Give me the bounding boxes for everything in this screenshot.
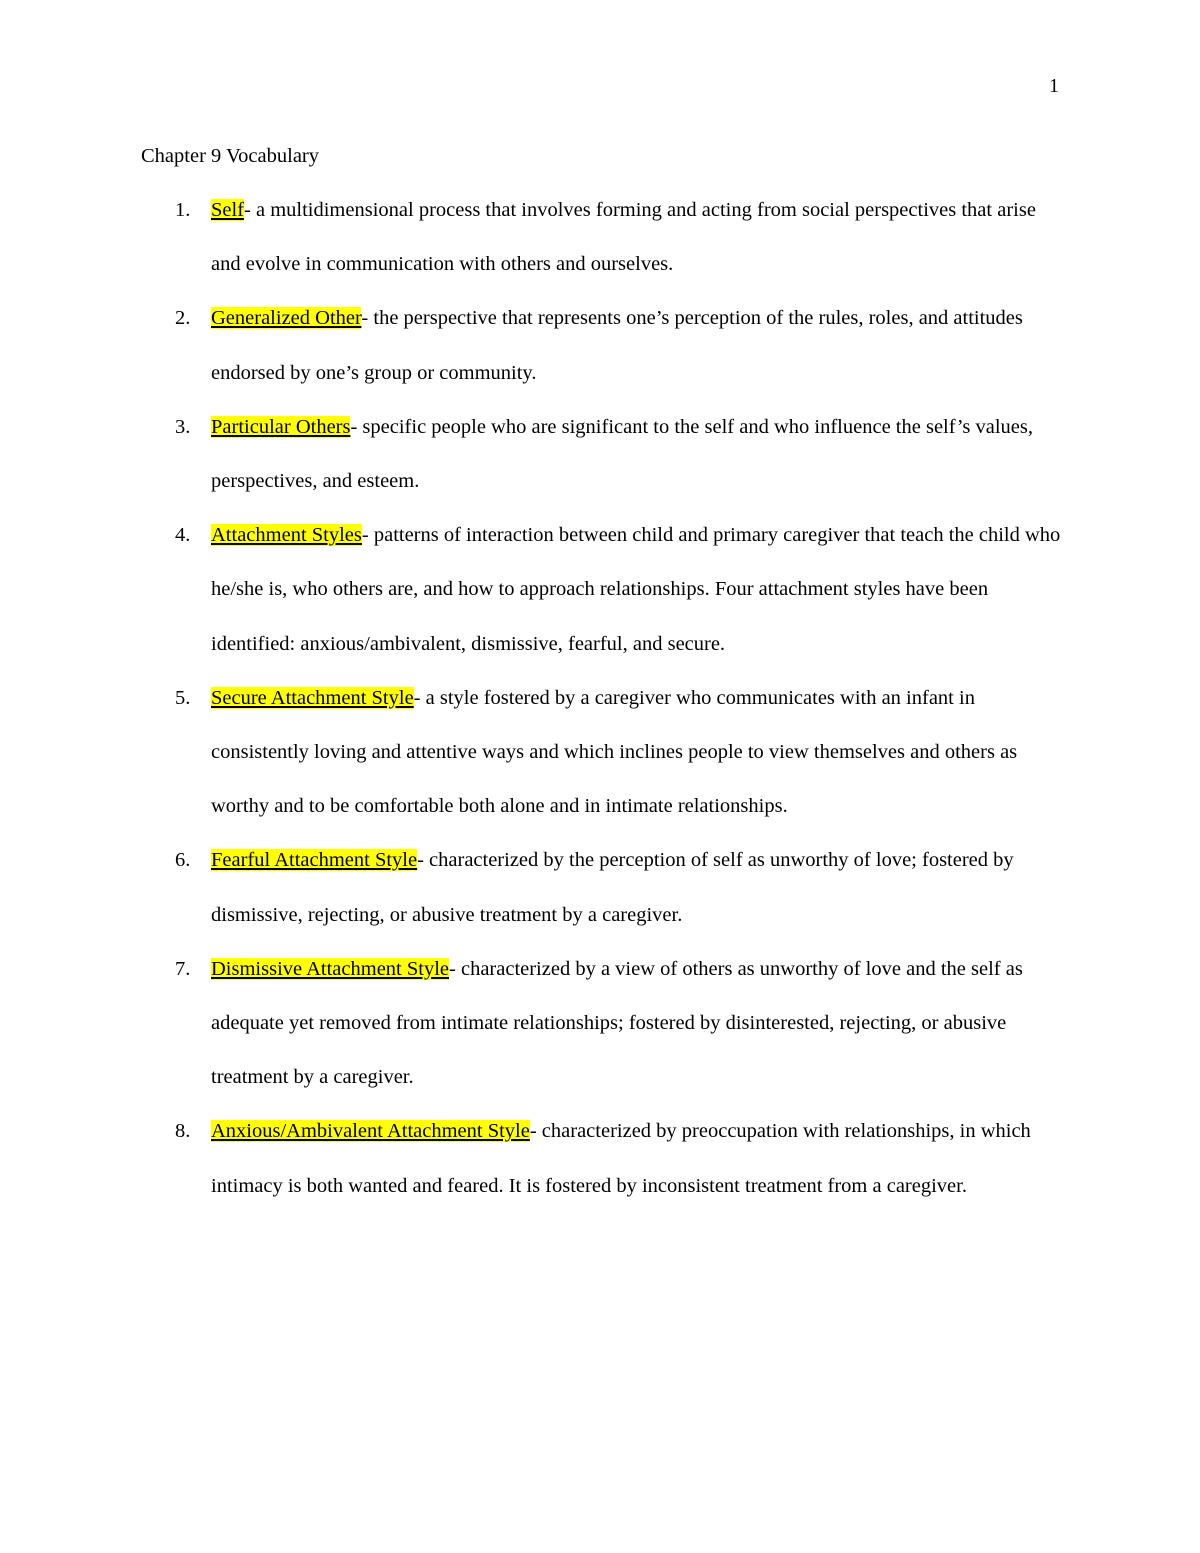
- vocabulary-term: Self: [211, 199, 245, 221]
- vocabulary-definition: - specific people who are significant to the self and who influence the self’s values, perspectives, and esteem.: [211, 415, 1033, 493]
- vocabulary-definition: - characterized by a view of others as unworthy of love and the self as adequate yet removed from intimate relationships; fostered by disinterested, rejecting, or abusive treatment by a caregiver.: [211, 957, 1023, 1089]
- vocabulary-definition: - characterized by preoccupation with relationships, in which intimacy is both wanted and feared. It is fostered by inconsistent treatment from a caregiver.: [211, 1120, 1031, 1197]
- vocabulary-term: Secure Attachment Style: [211, 686, 414, 709]
- item-number: 2.: [175, 307, 191, 330]
- vocabulary-term: Particular Others: [211, 415, 351, 438]
- vocabulary-term: Dismissive Attachment Style: [211, 957, 450, 980]
- item-number: 8.: [175, 1120, 191, 1143]
- vocabulary-item: [141, 942, 1061, 1105]
- vocabulary-item: [141, 400, 1061, 508]
- vocabulary-definition: - patterns of interaction between child and primary caregiver that teach the child who he/she is, who others are, and how to approach relationships. Four attachment styles have been identified: anxious/ambivalent, dismissive, fearful, and secure.: [211, 524, 1061, 655]
- vocabulary-definition: - a multidimensional process that involves forming and acting from social perspectives that arise and evolve in communication with others and ourselves.: [211, 199, 1036, 276]
- vocabulary-definition: - a style fostered by a caregiver who communicates with an infant in consistently loving and attentive ways and which inclines people to view themselves and others as worthy and to be comfortable both alone and in intimate relationships.: [211, 686, 1018, 818]
- vocabulary-term: Attachment Styles: [211, 524, 362, 547]
- vocabulary-item: [141, 508, 1061, 671]
- page-number: 1: [1049, 75, 1059, 97]
- vocabulary-term: Anxious/Ambivalent Attachment Style: [211, 1120, 530, 1143]
- vocabulary-term: Generalized Other: [211, 307, 362, 330]
- vocabulary-item: [141, 291, 1061, 399]
- vocabulary-list: [141, 183, 1061, 1213]
- vocabulary-definition: - characterized by the perception of self as unworthy of love; fostered by dismissive, rejecting, or abusive treatment by a caregiver.: [211, 849, 1014, 926]
- item-number: 3.: [175, 415, 191, 438]
- vocabulary-item: [141, 833, 1061, 941]
- item-number: 7.: [175, 957, 191, 980]
- vocabulary-item: [141, 1104, 1061, 1212]
- vocabulary-item: [141, 671, 1061, 834]
- document-title: Chapter 9 Vocabulary: [141, 145, 320, 167]
- item-number: 6.: [175, 849, 191, 872]
- vocabulary-term: Fearful Attachment Style: [211, 849, 418, 872]
- item-number: 4.: [175, 524, 191, 547]
- item-number: 1.: [175, 199, 191, 221]
- vocabulary-item: [141, 183, 1061, 291]
- vocabulary-definition: - the perspective that represents one’s perception of the rules, roles, and attitudes endorsed by one’s group or community.: [211, 307, 1023, 384]
- item-number: 5.: [175, 686, 191, 709]
